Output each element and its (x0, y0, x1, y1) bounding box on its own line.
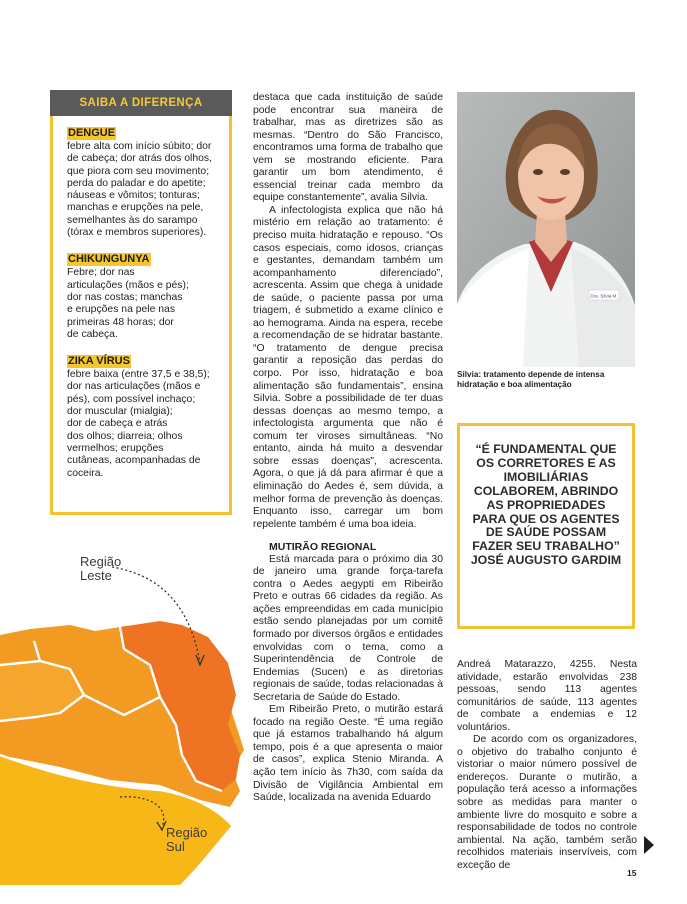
label-region-south: Região Sul (166, 825, 208, 854)
article-column-middle (253, 92, 443, 805)
section-zika (67, 355, 215, 480)
continue-arrow-icon (644, 836, 654, 854)
article-column-right (457, 659, 637, 872)
sidebar-title: SAIBA A DIFERENÇA (50, 90, 232, 116)
section-label-dengue: DENGUE (68, 127, 116, 139)
paragraph: Em Ribeirão Preto, o mutirão estará focado na região Oeste. “É uma região que já estamos trabalhando há algum tempo, pois é a que apresenta o maior de casos”, explica Stenio Miranda. A ação tem início às 7h30, com saída da Divisão de Vigilância Ambiental em Saúde, localizada na avenida Eduardo (253, 704, 443, 804)
photo-caption: Silvia: tratamento depende de intensa hidratação e boa alimentação (457, 370, 605, 389)
paragraph: De acordo com os organizadores, o objetivo do trabalho conjunto é vistoriar o maior número possível de endereços. Durante o mutirão, a população terá acesso a informações sobre as medidas para manter o ambiente livre do mosquito e sobre a responsabilidade de todos no controle ambiental. Na ação, também serão recolhidos materiais inservíveis, com exceção de (457, 734, 637, 871)
section-label-zika: ZIKA VÍRUS (68, 355, 130, 368)
paragraph: A infectologista explica que não há mistério em relação ao tratamento: é preciso muita hidratação e repouso. “Os casos especiais, como idosos, crianças e gestantes, demandam também um acompanhamento diferenciado”, acrescenta. Assim que chega à unidade de saúde, o paciente passa por uma triagem, é submetido a exame clínico e ao hemograma. Ainda na espera, recebe a recomendação de se hidratar bastante. “O tratamento de dengue precisa garantir a reposição das perdas do corpo. Por isso, hidratação e boa alimentação são fundamentais”, ensina Silvia. Sobre a possibilidade de ter duas dessas doenças ao mesmo tempo, a infectologista argumenta que não é comum ter viroses simultâneas. “No entanto, ainda há muito a desvendar sobre essas doenças”, acrescenta. Agora, o que já dá para afirmar é que a eliminação do Aedes é, sem dúvida, a melhor forma de prevenção às doenças. Enquanto isso, carregar um bom repelente também é uma boa ideia. (253, 204, 443, 530)
paragraph: Está marcada para o próximo dia 30 de janeiro uma grande força-tarefa contra o Aedes aegypti em Ribeirão Preto e outras 66 cidades da região. As ações empreendidas em cada município estão sendo planejadas por um comitê formado por diversos órgãos e entidades envolvidas com o tema, como a Superintendência de Controle de Endemias (Sucen) e as diretorias regionais de saúde, todas relacionadas à Secretaria de Saúde do Estado. (253, 553, 443, 703)
subheading: MUTIRÃO REGIONAL (269, 541, 377, 554)
section-text-dengue: febre alta com início súbito; dor de cabeça; dor atrás dos olhos, que piora com seu movimento; perda do paladar e do apetite; náuseas e vômitos; tonturas; manchas e erupções na pele, semelhantes às do sarampo (tórax e membros superiores). (67, 141, 212, 239)
pull-quote-text: “É FUNDAMENTAL QUE OS CORRETORES E AS IMOBILIÁRIAS COLABOREM, ABRINDO AS PROPRIEDADES PARA QUE OS AGENTES DE SAÚDE POSSAM FAZER SEU TRABALHO” JOSÉ AUGUSTO GARDIM (470, 442, 622, 568)
section-label-chikungunya: CHIKUNGUNYA (68, 253, 150, 266)
portrait-illustration (457, 92, 635, 367)
paragraph: destaca que cada instituição de saúde pode encontrar sua maneira de trabalhar, mas as diretrizes são as mesmas. “Dentro do São Francisco, encontramos uma forma de trabalho que vem se mostrando eficiente. Para garantir um bom atendimento, é essencial treinar cada membro da equipe constantemente”, avalia Silvia. (253, 92, 443, 204)
label-region-east: Região Leste (80, 554, 122, 583)
pull-quote-box (457, 423, 635, 629)
section-text-chikungunya: Febre; dor nas articulações (mãos e pés); dor nas costas; manchas e erupções na pele nas primeiras 48 horas; dor de cabeça. (67, 267, 189, 340)
paragraph: Andreá Matarazzo, 4255. Nesta atividade, estarão envolvidas 238 pessoas, sendo 113 agentes comunitários de saúde, 113 agentes de combate a endemias e 12 voluntários. (457, 659, 637, 733)
sidebar-body (53, 116, 229, 480)
sidebar-box (50, 90, 232, 515)
section-dengue (67, 127, 215, 239)
page-number: 15 (627, 868, 637, 878)
section-text-zika: febre baixa (entre 37,5 e 38,5); dor nas articulações (mãos e pés), com possível inchaço; dor muscular (mialgia); dor de cabeça e atrás dos olhos; diarreia; olhos vermelhos; erupções cutâneas, acompanhadas de coceira. (67, 369, 210, 479)
region-map (0, 545, 250, 885)
section-chikungunya (67, 253, 215, 341)
coat-badge-text: Dra. Silvia M. (590, 293, 618, 299)
portrait-photo (457, 92, 635, 367)
